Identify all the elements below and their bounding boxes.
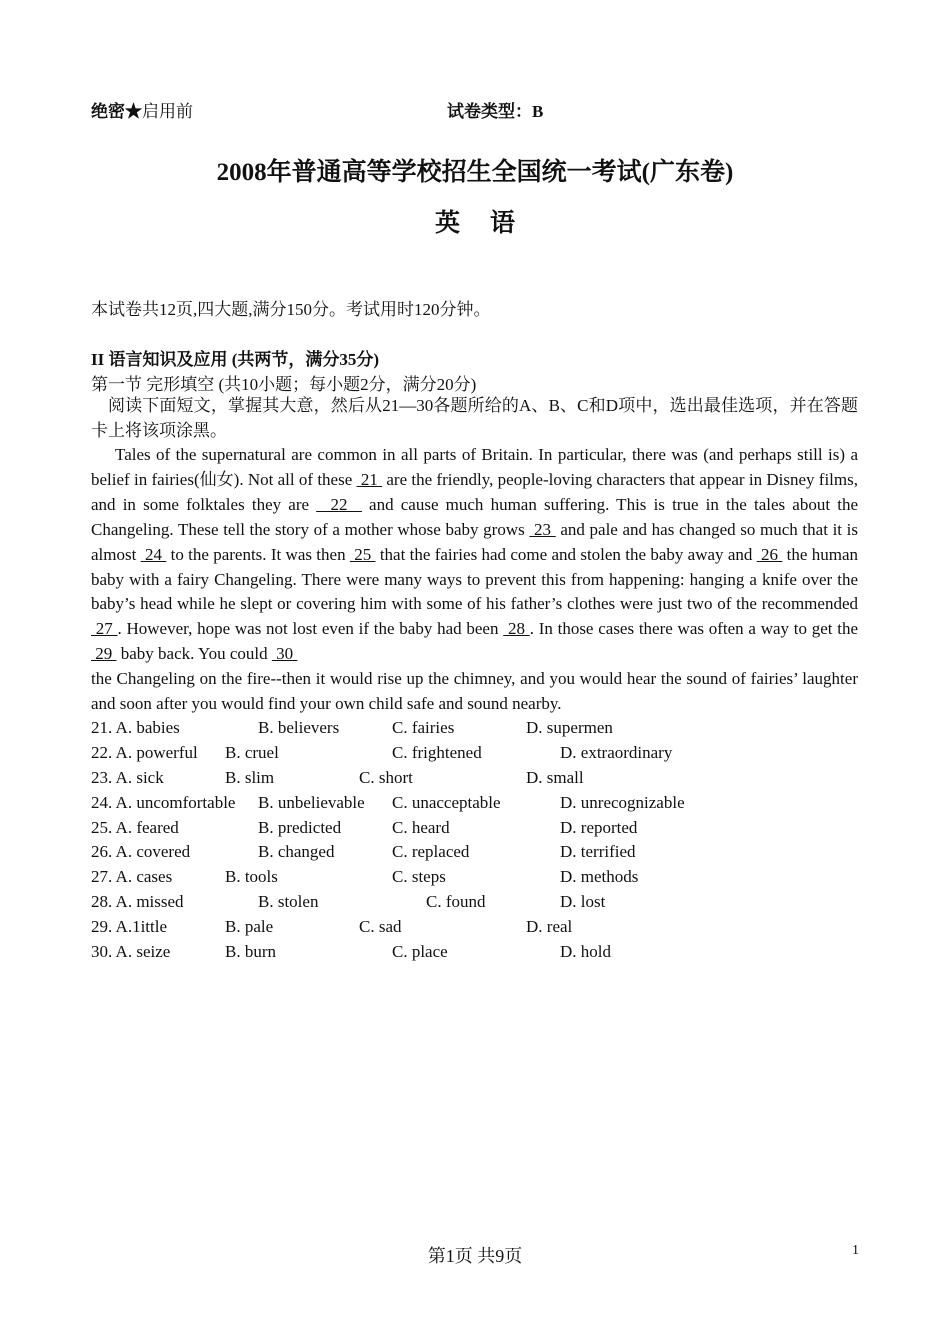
exam-intro: 本试卷共12页,四大题,满分150分。考试用时120分钟。 xyxy=(91,300,491,319)
passage-text: . In those cases there was often a way to get the xyxy=(529,619,858,639)
subject-title: 英语 xyxy=(434,210,545,237)
confidential-bold: 绝密★ xyxy=(91,102,142,121)
option-c: C. replaced xyxy=(392,842,470,862)
option-a: 23. A. sick xyxy=(91,767,164,787)
passage-text: to the parents. It was then xyxy=(166,544,350,564)
option-d: D. terrified xyxy=(560,842,636,862)
option-a: 28. A. missed xyxy=(91,892,184,912)
blank-30: 30 xyxy=(271,644,298,664)
blank-26: 26 xyxy=(756,544,783,564)
passage-text: the Changeling on the fire--then it would rise up the chimney, and you would hear the sound of fairies’ laughter and soon after you would find your own child safe and sound nearby. xyxy=(91,669,858,714)
option-c: C. steps xyxy=(392,867,446,887)
option-a: 21. A. babies xyxy=(91,718,180,737)
option-c: C. fairies xyxy=(392,718,455,737)
option-d: D. reported xyxy=(560,817,638,837)
option-a: 26. A. covered xyxy=(91,842,191,862)
option-d: D. small xyxy=(526,767,584,787)
option-a: 30. A. seize xyxy=(91,942,171,962)
instruction-text: 阅读下面短文，掌握其大意，然后从21—30各题所给的A、B、C和D项中，选出最佳选项，并在答题卡上将该项涂黑。 xyxy=(91,396,858,440)
section-heading: II 语言知识及应用 (共两节，满分35分) xyxy=(91,350,380,369)
option-b: B. changed xyxy=(258,842,335,862)
blank-23: 23 xyxy=(529,519,556,539)
paper-type: 试卷类型：B xyxy=(447,102,544,121)
page-footer: 第1页 共9页 xyxy=(427,1246,523,1266)
option-c: C. sad xyxy=(359,917,402,937)
blank-27: 27 xyxy=(91,619,118,639)
passage-text: . However, hope was not lost even if the baby had been xyxy=(117,619,504,639)
option-b: B. stolen xyxy=(258,892,319,912)
page-number: 1 xyxy=(852,1243,859,1258)
option-c: C. found xyxy=(426,892,486,912)
passage-text: are the friendly, people-loving characters that appear in Disney films, and in some folktales they are xyxy=(91,469,858,514)
option-b: B. cruel xyxy=(225,742,279,762)
blank-21: 21 xyxy=(356,469,383,489)
option-b: B. tools xyxy=(225,867,278,887)
blank-29: 29 xyxy=(91,644,117,664)
option-b: B. burn xyxy=(225,942,276,962)
option-a: 25. A. feared xyxy=(91,817,179,837)
passage-text: baby back. You could xyxy=(116,644,272,664)
exam-title: 2008年普通高等学校招生全国统一考试(广东卷) xyxy=(216,159,734,186)
option-a: 29. A.1ittle xyxy=(91,917,168,937)
option-d: D. extraordinary xyxy=(560,742,673,762)
option-c: C. place xyxy=(392,942,448,962)
option-a: 27. A. cases xyxy=(91,867,173,887)
option-c: C. frightened xyxy=(392,742,482,762)
option-d: D. methods xyxy=(560,867,639,887)
blank-25: 25 xyxy=(349,544,376,564)
option-a: 22. A. powerful xyxy=(91,742,198,762)
blank-22: 22 xyxy=(316,494,362,514)
option-d: D. supermen xyxy=(526,718,613,737)
option-b: B. predicted xyxy=(258,817,342,837)
passage-text: and pale and has changed so much that it is almost xyxy=(91,519,858,564)
option-d: D. lost xyxy=(560,892,606,912)
passage-text: that the fairies had come and stolen the baby away and xyxy=(375,544,757,564)
option-c: C. unacceptable xyxy=(392,792,501,812)
passage-text: the human baby with a fairy Changeling. There were many ways to prevent this from happening: hanging a knife over the baby’s head while he slept or covering him with some of his father’s clothes were just two of the recommended xyxy=(91,544,859,614)
option-a: 24. A. uncomfortable xyxy=(91,792,236,812)
passage-text: and cause much human suffering. This is true in the tales about the Changeling. These tell the story of a mother whose baby grows xyxy=(91,494,858,539)
option-d: D. real xyxy=(526,917,573,937)
confidential-rest: 启用前 xyxy=(142,102,193,121)
cloze-passage xyxy=(91,443,858,717)
option-c: C. short xyxy=(359,767,413,787)
blank-24: 24 xyxy=(140,544,167,564)
passage-text: Tales of the supernatural are common in all parts of Britain. In particular, there was (and perhaps still is) a belief in fairies(仙女). Not all of these xyxy=(91,445,858,489)
option-c: C. heard xyxy=(392,817,450,837)
blank-28: 28 xyxy=(503,619,530,639)
option-d: D. unrecognizable xyxy=(560,792,685,812)
option-b: B. pale xyxy=(225,917,274,937)
option-b: B. slim xyxy=(225,767,275,787)
option-b: B. unbelievable xyxy=(258,792,365,812)
option-b: B. believers xyxy=(258,718,340,737)
option-d: D. hold xyxy=(560,942,611,962)
section-subheading: 第一节 完形填空 (共10小题；每小题2分，满分20分) xyxy=(91,375,477,394)
confidential-label xyxy=(91,97,193,122)
